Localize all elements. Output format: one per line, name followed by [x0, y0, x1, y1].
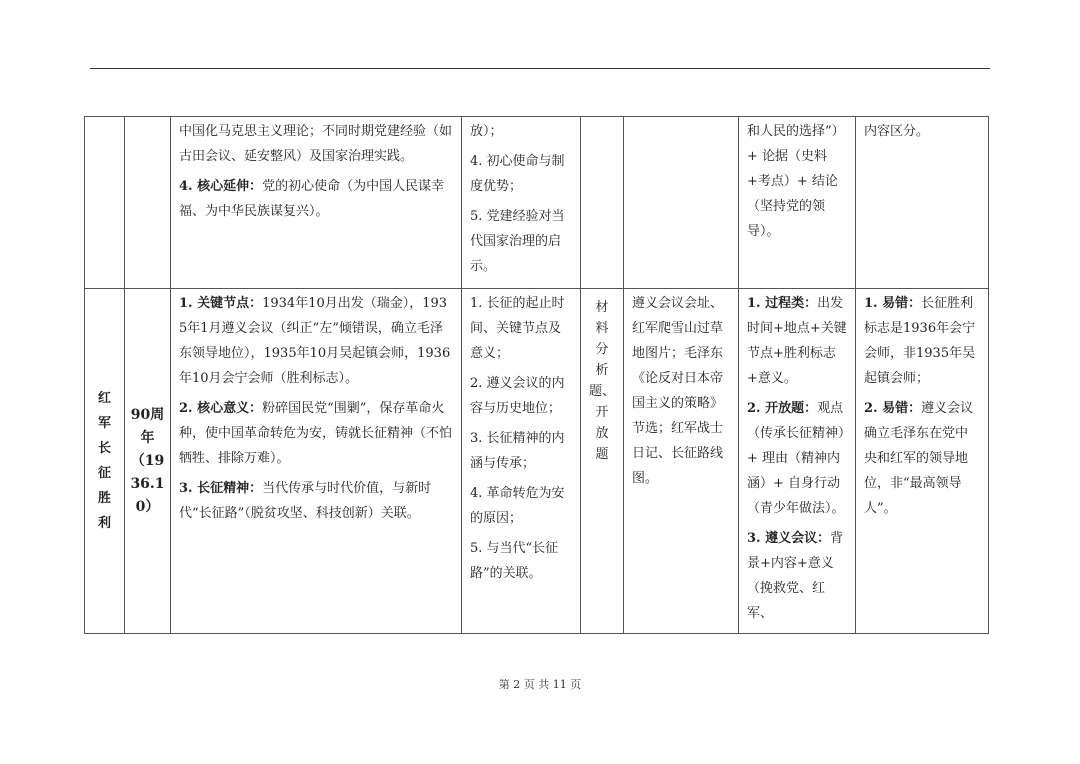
table-row: [85, 289, 989, 634]
point-item: 2. 遵义会议的内容与历史地位；: [470, 376, 565, 416]
theme-cell: [85, 117, 125, 289]
points-cell: [462, 117, 581, 289]
point-item: 3. 长征精神的内涵与传承；: [470, 431, 565, 471]
table-row: [85, 117, 989, 289]
point-item: 4. 革命转危为安的原因；: [470, 486, 565, 526]
point-item: 1. 长征的起止时间、关键节点及意义；: [470, 296, 565, 361]
errors-cell: [856, 117, 989, 289]
error-item: 1. 易错：长征胜利标志是1936年会宁会师，非1935年吴起镇会师；: [864, 296, 976, 386]
theme-cell: 红 军 长 征 胜 利: [85, 289, 125, 634]
error-item: 内容区分。: [864, 124, 930, 139]
content-item: 2. 核心意义：粉碎国民党“围剿”，保存革命火种，使中国革命转危为安，铸就长征精神（不怕牺牲、排除万难）。: [179, 401, 453, 466]
materials-cell: [624, 117, 739, 289]
header-rule: [90, 68, 990, 69]
content-cell: [171, 289, 462, 634]
content-cell: [171, 117, 462, 289]
content-item: 1. 关键节点：1934年10月出发（瑞金），1935年1月遵义会议（纠正“左”倾错误，确立毛泽东领导地位），1935年10月吴起镇会师，1936年10月会宁会师（胜利标志）。: [179, 296, 451, 386]
note-item: 和人民的选择”）+ 论据（史料+考点）+ 结论（坚持党的领导）。: [747, 124, 845, 239]
content-item: 中国化马克思主义理论；不同时期党建经验（如古田会议、延安整风）及国家治理实践。: [179, 124, 453, 164]
note-item: 3. 遵义会议：背景+内容+意义（挽救党、红军、: [747, 531, 844, 621]
content-item: 4. 核心延伸：党的初心使命（为中国人民谋幸福、为中华民族谋复兴）。: [179, 179, 445, 219]
question-notes-cell: [739, 289, 856, 634]
point-item: 放）；: [470, 124, 503, 139]
point-item: 5. 与当代“长征路”的关联。: [470, 541, 559, 581]
error-item: 2. 易错：遵义会议确立毛泽东在党中央和红军的领导地位，非“最高领导人”。: [864, 401, 974, 516]
content-item: 3. 长征精神：当代传承与时代价值，与新时代“长征路”（脱贫攻坚、科技创新）关联。: [179, 481, 432, 521]
type-cell: 材 料 分 析 题、 开 放 题: [581, 289, 624, 634]
note-item: 2. 开放题：观点（传承长征精神）+ 理由（精神内涵）+ 自身行动（青少年做法）。: [747, 401, 845, 516]
knowledge-table: [84, 116, 989, 634]
anniversary-cell: [125, 117, 171, 289]
page-footer: 第 2 页 共 11 页: [498, 678, 582, 691]
errors-cell: [856, 289, 989, 634]
anniversary-cell: 90周年（1936.10）: [125, 289, 171, 634]
point-item: 4. 初心使命与制度优势；: [470, 154, 565, 194]
note-item: 1. 过程类：出发时间+地点+关键节点+胜利标志+意义。: [747, 296, 847, 386]
question-notes-cell: [739, 117, 856, 289]
type-cell: [581, 117, 624, 289]
point-item: 5. 党建经验对当代国家治理的启示。: [470, 209, 565, 274]
points-cell: [462, 289, 581, 634]
materials-cell: 遵义会议会址、红军爬雪山过草地图片；毛泽东《论反对日本帝国主义的策略》节选；红军战士日记、长征路线图。: [624, 289, 739, 634]
